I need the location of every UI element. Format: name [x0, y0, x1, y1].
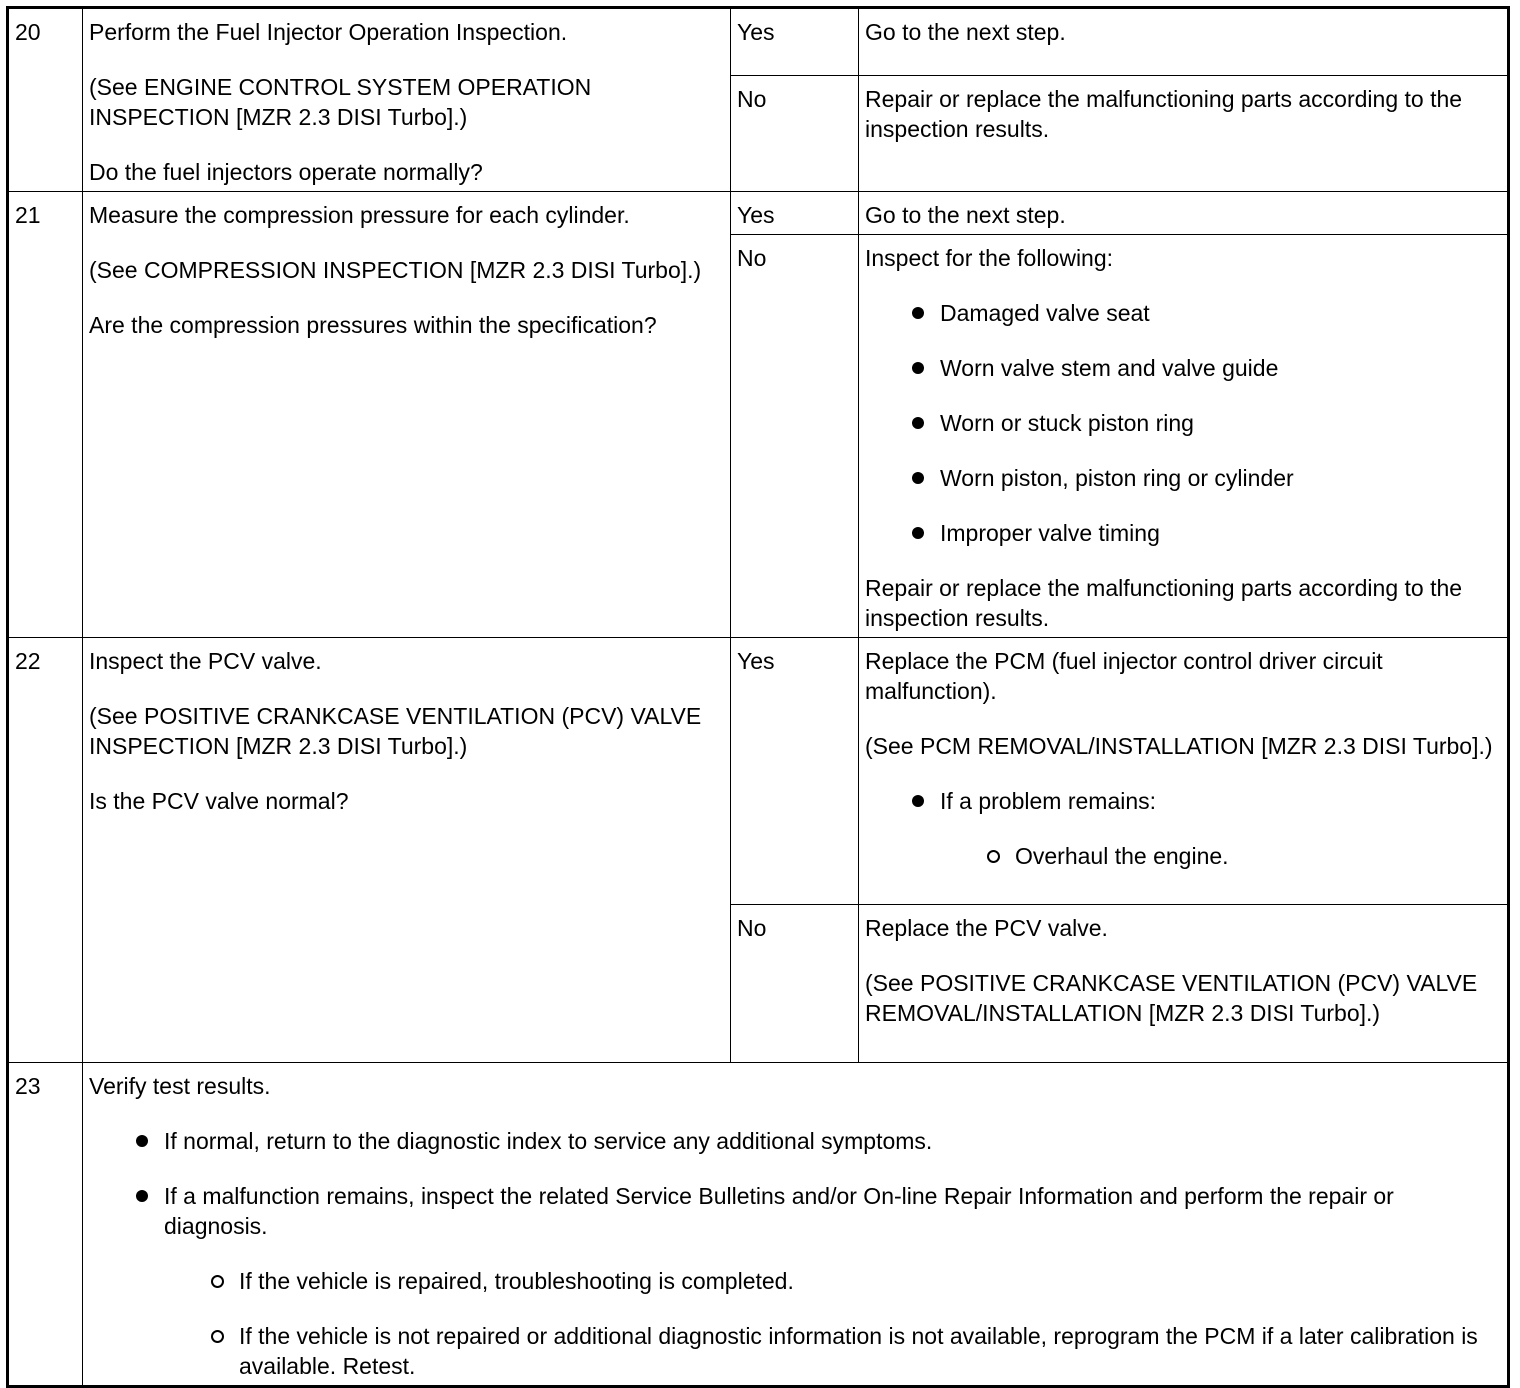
yes-label: Yes	[731, 8, 859, 76]
no-label: No	[731, 905, 859, 1063]
no-label: No	[731, 75, 859, 191]
action-reference: (See ENGINE CONTROL SYSTEM OPERATION INSPECTION [MZR 2.3 DISI Turbo].)	[89, 74, 592, 130]
action-reference: (See POSITIVE CRANKCASE VENTILATION (PCV) VALVE INSPECTION [MZR 2.3 DISI Turbo].)	[89, 703, 702, 759]
result-text: Go to the next step.	[865, 19, 1066, 45]
action-question: Do the fuel injectors operate normally?	[89, 159, 483, 185]
no-result	[859, 905, 1509, 1063]
action-text: Perform the Fuel Injector Operation Inspection.	[89, 19, 568, 45]
followup-sublist	[865, 841, 1501, 871]
result-text: Replace the PCM (fuel injector control driver circuit malfunction).	[865, 648, 1383, 704]
list-item: Damaged valve seat	[940, 298, 1501, 328]
action-text: Inspect the PCV valve.	[89, 648, 322, 674]
no-result	[859, 75, 1509, 191]
list-item: Overhaul the engine.	[1015, 841, 1501, 871]
list-item: If a problem remains:	[940, 786, 1501, 816]
verify-sublist	[164, 1266, 1501, 1381]
result-intro: Inspect for the following:	[865, 245, 1114, 271]
step-action	[83, 8, 731, 192]
list-item: Worn piston, piston ring or cylinder	[940, 463, 1501, 493]
action-text: Measure the compression pressure for each cylinder.	[89, 202, 630, 228]
yes-label: Yes	[731, 638, 859, 905]
list-item	[164, 1181, 1501, 1381]
result-text: Repair or replace the malfunctioning parts according to the inspection results.	[865, 85, 1463, 142]
list-item: If the vehicle is repaired, troubleshooting is completed.	[239, 1266, 1501, 1296]
step-number: 23	[8, 1063, 83, 1387]
result-outro: Repair or replace the malfunctioning parts according to the inspection results.	[865, 575, 1463, 631]
list-item-text: If a malfunction remains, inspect the related Service Bulletins and/or On-line Repair Information and perform the repair or diagnosis.	[164, 1183, 1394, 1239]
yes-label: Yes	[731, 192, 859, 235]
step-action	[83, 1063, 1509, 1387]
table-row	[8, 1063, 1509, 1387]
step-number: 22	[8, 638, 83, 1063]
table-row	[8, 638, 1509, 905]
step-action	[83, 638, 731, 1063]
no-label: No	[731, 235, 859, 638]
action-question: Is the PCV valve normal?	[89, 788, 349, 814]
followup-list	[865, 786, 1501, 816]
verify-list	[89, 1126, 1501, 1381]
action-text: Verify test results.	[89, 1073, 271, 1099]
table-row	[8, 192, 1509, 235]
list-item: Worn or stuck piston ring	[940, 408, 1501, 438]
step-number: 21	[8, 192, 83, 638]
yes-result	[859, 638, 1509, 905]
result-text: Go to the next step.	[865, 202, 1066, 228]
action-reference: (See COMPRESSION INSPECTION [MZR 2.3 DISI Turbo].)	[89, 257, 702, 283]
step-action	[83, 192, 731, 638]
yes-result	[859, 192, 1509, 235]
yes-result	[859, 8, 1509, 76]
list-item: If the vehicle is not repaired or additional diagnostic information is not available, reprogram the PCM if a later calibration is available. Retest.	[239, 1321, 1501, 1381]
result-reference: (See POSITIVE CRANKCASE VENTILATION (PCV) VALVE REMOVAL/INSTALLATION [MZR 2.3 DISI Turbo].)	[865, 970, 1478, 1026]
list-item: If normal, return to the diagnostic index to service any additional symptoms.	[164, 1126, 1501, 1156]
list-item: Worn valve stem and valve guide	[940, 353, 1501, 383]
step-number: 20	[8, 8, 83, 192]
diagnostic-procedure-table	[6, 6, 1510, 1388]
result-text: Replace the PCV valve.	[865, 915, 1108, 941]
table-row	[8, 8, 1509, 76]
action-question: Are the compression pressures within the specification?	[89, 312, 657, 338]
inspection-list	[865, 298, 1501, 548]
result-reference: (See PCM REMOVAL/INSTALLATION [MZR 2.3 DISI Turbo].)	[865, 733, 1493, 759]
no-result	[859, 235, 1509, 638]
list-item: Improper valve timing	[940, 518, 1501, 548]
